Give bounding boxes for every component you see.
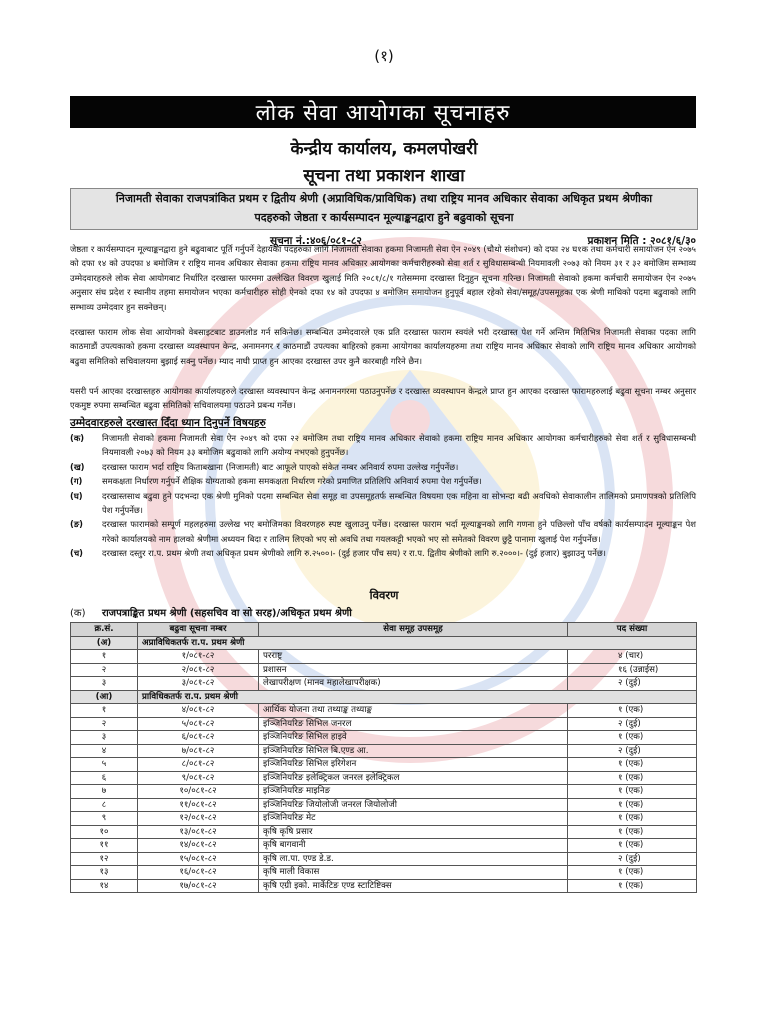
instruction-text: दरखास्त फाराम भर्दा राष्ट्रिय किताबखाना (निजामती) बाट आफूले पाएको संकेत नम्बर अनिवार्य रुपमा उल्लेख गर्नुपर्नेछ। [102, 461, 459, 472]
instructions-heading: उम्मेदवारहरुले दरखास्त दिँदा ध्यान दिनुपर्ने विषयहरु [70, 417, 266, 429]
instruction-text: निजामती सेवाको हकमा निजामती सेवा ऐन २०४९ को दफा २२ बमोजिम तथा राष्ट्रिय मानव अधिकार सेवाको हकमा राष्ट्रिय मानव अधिकार आयोगका कर्मचारीहरुको सेवा शर्त र सुविधासम्बन्धी नियमावली २०७३ को नियम ३३ बमोजिम बढुवाको लागि अयोग्य नभएको हुनुपर्नेछ। [102, 433, 696, 458]
instruction-text: दरखास्त दस्तुर रा.प. प्रथम श्रेणी तथा अधिकृत प्रथम श्रेणीको लागि रु.२५००।- (दुई हजार पाँच सय) र रा.प. द्वितीय श्रेणीको लागि रु.२०००।- (दुई हजार) बुझाउनु पर्नेछ। [102, 548, 606, 559]
col-post-count-header: पद संख्या [568, 623, 697, 637]
instruction-item [70, 431, 696, 460]
table-row [71, 852, 697, 866]
notice-number-cell: ११/०८१-८२ [138, 798, 259, 812]
banner-title-text: लोक सेवा आयोगका सूचनाहरु [255, 101, 511, 126]
notice-number-cell: १/०८१-८२ [138, 650, 259, 664]
service-group-cell: आर्थिक योजना तथा तथ्याङ्क तथ्याङ्क [259, 704, 568, 718]
post-count-cell: २ (दुई) [568, 717, 697, 731]
instruction-key: (ङ) [70, 519, 83, 530]
group-row [71, 636, 697, 650]
post-count-cell: २ (दुई) [568, 677, 697, 691]
post-count-cell: १ (एक) [568, 879, 697, 893]
office-heading: केन्द्रीय कार्यालय, कमलपोखरी [290, 139, 478, 159]
section-k-title: राजपत्राङ्कित प्रथम श्रेणी (सहसचिव वा सो सरह)/अधिकृत प्रथम श्रेणी [102, 608, 352, 619]
post-count-cell: २ (दुई) [568, 852, 697, 866]
table-row [71, 771, 697, 785]
section-k-key: (क) [70, 608, 86, 619]
table-row [71, 744, 697, 758]
notice-number-cell: १३/०८१-८२ [138, 825, 259, 839]
service-group-cell: इञ्जिनियरिङ इलेक्ट्रिकल जनरल इलेक्ट्रिकल [259, 771, 568, 785]
table-row [71, 812, 697, 826]
notice-number-cell: १७/०८१-८२ [138, 879, 259, 893]
notice-title-line1: निजामती सेवाका राजपत्रांकित प्रथम र द्वितीय श्रेणी (अप्राविधिक/प्राविधिक) तथा राष्ट्रिय मानव अधिकार सेवाका अधिकृत प्रथम श्रेणीका [115, 192, 653, 205]
post-count-cell: १ (एक) [568, 798, 697, 812]
notice-number-cell: १४/०८१-८२ [138, 839, 259, 853]
post-count-cell: १ (एक) [568, 785, 697, 799]
notice-number: सूचना नं.:४०६/०८१-८२ [270, 235, 362, 247]
notice-title-box [70, 188, 698, 230]
serial-cell: २ [71, 717, 138, 731]
serial-cell: १३ [71, 866, 138, 880]
service-group-cell: इञ्जिनियरिङ माइनिङ [259, 785, 568, 799]
vacancy-table-body [71, 636, 697, 893]
post-count-cell: १ (एक) [568, 731, 697, 745]
serial-cell: ७ [71, 785, 138, 799]
instruction-key: (ख) [70, 461, 85, 472]
col-notice-number-header: बढुवा सूचना नम्बर [138, 623, 259, 637]
page-number: (१) [374, 47, 394, 65]
table-row [71, 798, 697, 812]
table-row [71, 650, 697, 664]
serial-cell: १ [71, 650, 138, 664]
serial-cell: ८ [71, 798, 138, 812]
table-row [71, 825, 697, 839]
post-count-cell: १ (एक) [568, 866, 697, 880]
service-group-cell: इञ्जिनियरिङ सिभिल जनरल [259, 717, 568, 731]
post-count-cell: १ (एक) [568, 758, 697, 772]
post-count-cell: १ (एक) [568, 704, 697, 718]
table-row [71, 677, 697, 691]
notice-number-cell: १६/०८१-८२ [138, 866, 259, 880]
group-label: (अ) [71, 636, 138, 650]
serial-cell: २ [71, 663, 138, 677]
post-count-cell: १ (एक) [568, 771, 697, 785]
service-group-cell: इञ्जिनियरिङ सिभिल इरिगेशन [259, 758, 568, 772]
serial-cell: १ [71, 704, 138, 718]
notice-number-cell: ५/०८१-८२ [138, 717, 259, 731]
table-row [71, 758, 697, 772]
notice-number-cell: २/०८१-८२ [138, 663, 259, 677]
service-group-cell: इञ्जिनियरिङ जियोलोजी जनरल जियोलोजी [259, 798, 568, 812]
serial-cell: ११ [71, 839, 138, 853]
instruction-text: समकक्षता निर्धारण गर्नुपर्ने शैक्षिक योग्यताको हकमा समकक्षता निर्धारण गरेको प्रमाणित प्रतिलिपि अनिवार्य रुपमा पेश गर्नुपर्नेछ। [102, 476, 482, 487]
table-row [71, 839, 697, 853]
instruction-text: दरखास्त फारामको सम्पूर्ण महलहरुमा उल्लेख भए बमोजिमका विवरणहरु स्पष्ट खुलाउनु पर्नेछ। दरखास्त फाराम भर्दा मूल्याङ्कनको लागि गणना हुने पछिल्लो पाँच वर्षको कार्यसम्पादन मूल्याङ्कन पेश गरेको कार्यालयको नाम हालको श्रेणीमा अध्ययन बिदा र तालिम लिएको भए सो अवधि तथा गयलकट्टी भएको भए सो समेतको विवरण छुट्टै पानामा खुलाई पेश गर्नुपर्नेछ। [102, 519, 696, 544]
instruction-key: (ग) [70, 476, 83, 487]
service-group-cell: कृषि माली विकास [259, 866, 568, 880]
instruction-item [70, 460, 696, 474]
body-paragraph-2: दरखास्त फाराम लोक सेवा आयोगको वेबसाइटबाट डाउनलोड गर्न सकिनेछ। सम्बन्धित उम्मेदवारले एक प्रति दरखास्त फाराम स्वयंले भरी दरखास्त पेश गर्ने अन्तिम मितिभित्र निजामती सेवाका पदका लागि काठमाडौं उपत्यकाको हकमा दरखास्त व्यवस्थापन केन्द्र, अनामनगर र काठमाडौं उपत्यका बाहिरको हकमा आयोगका कार्यालयहरुमा तथा राष्ट्रिय मानव अधिकार सेवाको लागि राष्ट्रिय मानव अधिकार आयोगको बढुवा समितिको सचिवालयमा बुझाई सक्नु पर्नेछ। म्याद नाघी प्राप्त हुन आएका दरखास्त उपर कुनै कारबाही गरिने छैन। [70, 327, 696, 366]
service-group-cell: इञ्जिनियरिङ सिभिल हाइवे [259, 731, 568, 745]
instructions-list [70, 431, 696, 561]
post-count-cell: २ (दुई) [568, 744, 697, 758]
instruction-item [70, 546, 696, 560]
serial-cell: ५ [71, 758, 138, 772]
post-count-cell: १ (एक) [568, 812, 697, 826]
serial-cell: ३ [71, 677, 138, 691]
service-group-cell: लेखापरीक्षण (मानव महालेखापरीक्षक) [259, 677, 568, 691]
details-heading: विवरण [369, 588, 399, 602]
table-row [71, 717, 697, 731]
instruction-text: दरखास्तसाथ बढुवा हुने पदभन्दा एक श्रेणी मुनिको पदमा सम्बन्धित सेवा समूह वा उपसमूहतर्फ सम्बन्धित विषयमा एक महिना वा सोभन्दा बढी अवधिको सेवाकालीन तालिमको प्रमाणपत्रको प्रतिलिपि पेश गर्नुपर्नेछ। [102, 490, 696, 516]
instruction-key: (घ) [70, 490, 83, 501]
post-count-cell: ४ (चार) [568, 650, 697, 664]
table-row [71, 879, 697, 893]
serial-cell: ३ [71, 731, 138, 745]
service-group-cell: इञ्जिनियरिङ मेट [259, 812, 568, 826]
body-paragraph-3: यसरी पर्न आएका दरखास्तहरु आयोगका कार्यालयहरुले दरखास्त व्यवस्थापन केन्द्र अनामनगरमा पठाउनुपर्नेछ र दरखास्त व्यवस्थापन केन्द्रले प्राप्त हुन आएका दरखास्त फारामहरुलाई बढुवा सूचना नम्बर अनुसार एकमुष्ट रुपमा सम्बन्धित बढुवा समितिको सचिवालयमा पठाउने प्रबन्ध गर्नेछ। [70, 386, 696, 411]
table-header-row [71, 623, 697, 637]
notice-title-line2: पदहरुको जेष्ठता र कार्यसम्पादन मूल्याङ्कनद्वारा हुने बढुवाको सूचना [254, 211, 514, 224]
table-row [71, 731, 697, 745]
post-count-cell: १ (एक) [568, 839, 697, 853]
serial-cell: ९ [71, 812, 138, 826]
service-group-cell: कृषि कृषि प्रसार [259, 825, 568, 839]
section-heading: सूचना तथा प्रकाशन शाखा [303, 166, 465, 186]
service-group-cell: कृषि ला.पा. एण्ड डे.ड. [259, 852, 568, 866]
notice-number-cell: ८/०८१-८२ [138, 758, 259, 772]
notice-number-cell: १५/०८१-८२ [138, 852, 259, 866]
service-group-cell: प्रशासन [259, 663, 568, 677]
post-count-cell: १ (एक) [568, 825, 697, 839]
serial-cell: १२ [71, 852, 138, 866]
serial-cell: १० [71, 825, 138, 839]
notice-number-cell: १०/०८१-८२ [138, 785, 259, 799]
notice-number-cell: ६/०८१-८२ [138, 731, 259, 745]
table-row [71, 663, 697, 677]
instruction-item [70, 517, 696, 546]
post-count-cell: १६ (उन्नाईस) [568, 663, 697, 677]
group-label: (आ) [71, 690, 138, 704]
table-row [71, 866, 697, 880]
group-title: प्राविधिकतर्फ रा.प. प्रथम श्रेणी [138, 690, 697, 704]
instruction-item [70, 474, 696, 488]
notice-number-cell: ७/०८१-८२ [138, 744, 259, 758]
notice-number-cell: १२/०८१-८२ [138, 812, 259, 826]
serial-cell: ४ [71, 744, 138, 758]
serial-cell: ६ [71, 771, 138, 785]
serial-cell: १४ [71, 879, 138, 893]
instruction-key: (क) [70, 433, 85, 443]
service-group-cell: परराष्ट्र [259, 650, 568, 664]
notice-number-cell: ९/०८१-८२ [138, 771, 259, 785]
service-group-cell: इञ्जिनियरिङ सिभिल बि.एण्ड आ. [259, 744, 568, 758]
body-paragraph-1: जेष्ठता र कार्यसम्पादन मूल्याङ्कनद्वारा हुने बढुवाबाट पूर्ति गर्नुपर्ने देहायका पदहरुका लागि निजामती सेवाका हकमा निजामती सेवा ऐन २०४९ (चौथो संशोधन) को दफा २४ घ१क तथा कर्मचारी समायोजन ऐन २०७५ को दफा १४ को उपदफा ४ बमोजिम र राष्ट्रिय मानव अधिकार सेवाका हकमा राष्ट्रिय मानव अधिकार आयोगका कर्मचारीहरुको सेवा शर्त र सुविधासम्बन्धी नियमावली २०७३ को नियम ३१ र ३२ बमोजिम सम्भाव्य उम्मेदवारहरुले लोक सेवा आयोगबाट निर्धारित दरखास्त फारममा उल्लेखित विवरण खुलाई मिति २०८१/८/१ गतेसम्ममा दरखास्त दिनुहुन सूचना गरिन्छ। निजामती सेवाको हकमा कर्मचारी समायोजन ऐन २०७५ अनुसार संघ प्रदेश र स्थानीय तहमा समायोजन भएका कर्मचारीहरु सोही ऐनको दफा १४ को उपदफा ४ बमोजिम समायोजन हुनुपूर्व बहाल रहेको सेवा/समूह/उपसमूहका एक श्रेणी माथिको पदमा बढुवाको लागि सम्भाव्य उम्मेदवार हुन सक्नेछन्। [70, 244, 696, 312]
instruction-item [70, 489, 696, 518]
banner-title [70, 96, 696, 128]
col-serial-header: क्र.सं. [71, 623, 138, 637]
section-k-heading [70, 605, 352, 619]
group-title: अप्राविधिकतर्फ रा.प. प्रथम श्रेणी [138, 636, 697, 650]
notice-number-cell: ३/०८१-८२ [138, 677, 259, 691]
vacancy-table [70, 622, 697, 893]
table-row [71, 704, 697, 718]
notice-number-cell: ४/०८१-८२ [138, 704, 259, 718]
col-service-group-header: सेवा समूह उपसमूह [259, 623, 568, 637]
service-group-cell: कृषि बागवानी [259, 839, 568, 853]
instruction-key: (च) [70, 548, 83, 559]
table-row [71, 785, 697, 799]
group-row [71, 690, 697, 704]
publication-date: प्रकाशन मिति : २०८१/६/३० [587, 235, 696, 247]
service-group-cell: कृषि एग्री इको. मार्केटिङ एण्ड स्टाटिष्टिक्स [259, 879, 568, 893]
